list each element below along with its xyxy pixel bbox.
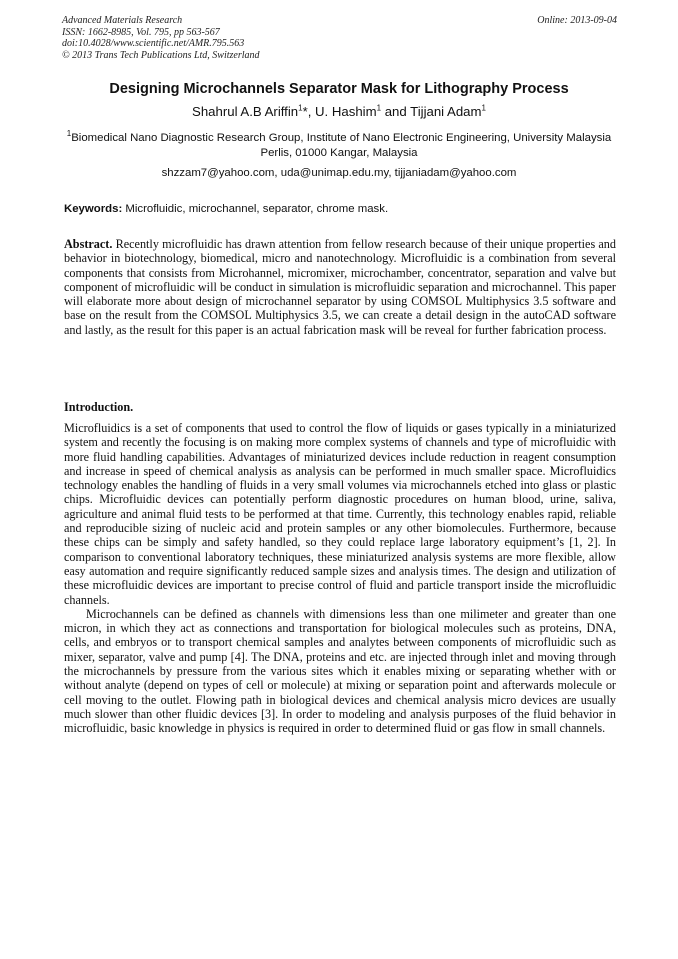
- author-name: Shahrul A.B Ariffin: [192, 104, 299, 119]
- abstract-label: Abstract.: [64, 237, 113, 251]
- author-separator: *,: [302, 104, 316, 119]
- paragraph: Microfluidics is a set of components that used to control the flow of liquids or gases typically in a miniaturized system and recently the focusing is on making more complex systems of channels and type of microfluidic with more fluid handling capabilities. Advantages of miniaturized devices include reduction in reagent consumption and increase in speed of chemical analysis as analysis can be performed in much smaller space. Microfluidics technology enables the handling of fluids in a very small volumes via microchannels etched into glass or plastic chips. Microfluidic devices can potentially perform diagnostic procedures on human blood, urine, saliva, agriculture and animal fluid tests to be performed at that time. Currently, this technology enables rapid, reliable and reproducible sizing of nucleic acid and protein samples or any other biomolecules. Furthermore, because these chips can be simply and safety handled, so they could replace large laboratory equipment’s [1, 2]. In comparison to conventional laboratory techniques, these miniaturized analysis systems are more flexible, allow easy automation and require significantly reduced sample sizes and analysis times. The design and utilization of these microfluidic devices are important to precise control of fluid and particle transport inside the microfluidic channels.: [64, 421, 616, 607]
- keywords-text: Microfluidic, microchannel, separator, chrome mask.: [122, 203, 389, 215]
- journal-header: [62, 15, 617, 61]
- paragraph: Microchannels can be defined as channels with dimensions less than one milimeter and greater than one micron, in which they act as connections and transportation for biological molecules such as proteins, DNA, cells, and embryos or to transport chemical samples and analytes between components of microfluidic such as mixer, separator, valve and pump [4]. The DNA, proteins and etc. are injected through inlet and moving through the microchannels by pressure from the various sites which it enables mixing or separating whether with or without analyte (depend on types of cell or molecule) at mixing or separation point and afterwards molecule or cell moving to the outlet. Flowing path in biological devices and chemical analysis micro devices are usually much slower than other fluidic devices [3]. In order to modeling and analysis purposes of the fluid behavior in microfluidic, basic knowledge in physics is required in order to determined fluid or gas flow in small channels.: [64, 606, 616, 736]
- keywords: [64, 202, 616, 217]
- author-affiliation-mark: 1: [376, 103, 382, 113]
- affiliation: [62, 131, 616, 161]
- author-emails: shzzam7@yahoo.com, uda@unimap.edu.my, tijjaniadam@yahoo.com: [161, 167, 517, 179]
- introduction-body: [64, 421, 616, 736]
- abstract: [64, 237, 616, 337]
- author-name: U. Hashim: [315, 104, 377, 119]
- journal-copyright: © 2013 Trans Tech Publications Ltd, Switzerland: [62, 49, 260, 61]
- online-date: Online: 2013-09-04: [537, 15, 617, 26]
- journal-name: Advanced Materials Research: [62, 15, 183, 26]
- author-name: Tijjani Adam: [410, 104, 482, 119]
- abstract-text: Recently microfluidic has drawn attention from fellow research because of their unique properties and behavior in biotechnology, biomedical, micro and nanotechnology. Microfluidic is a combination from several components that consists from Microhannel, micromixer, microchamber, concentrator, separation and valve but component of microfluidic will be conduct in simulation is microfluidic separation and microchannel. This paper will elaborate more about design of microchannel separator by using COMSOL Multiphysics 3.5 software and base on the result from the COMSOL Multiphysics 3.5, we can create a detail design in the autoCAD software and lastly, as the result for this paper is an actual fabrication mask will be reveal for further fabrication process.: [64, 237, 616, 337]
- author-affiliation-mark: 1: [298, 103, 303, 113]
- author-list: [40, 103, 638, 121]
- journal-doi: doi:10.4028/www.scientific.net/AMR.795.563: [62, 38, 245, 49]
- author-affiliation-mark: 1: [481, 103, 486, 113]
- author-separator: and: [381, 104, 411, 119]
- journal-issn: ISSN: 1662-8985, Vol. 795, pp 563-567: [62, 26, 220, 38]
- paper-title: Designing Microchannels Separator Mask for Lithography Process: [109, 81, 569, 97]
- affiliation-text: Biomedical Nano Diagnostic Research Group, Institute of Nano Electronic Engineering, University Malaysia Perlis, 01000 Kangar, Malaysia: [71, 132, 612, 159]
- keywords-label: Keywords:: [64, 203, 123, 215]
- section-heading-introduction: Introduction.: [64, 400, 134, 414]
- affiliation-mark: 1: [66, 129, 72, 139]
